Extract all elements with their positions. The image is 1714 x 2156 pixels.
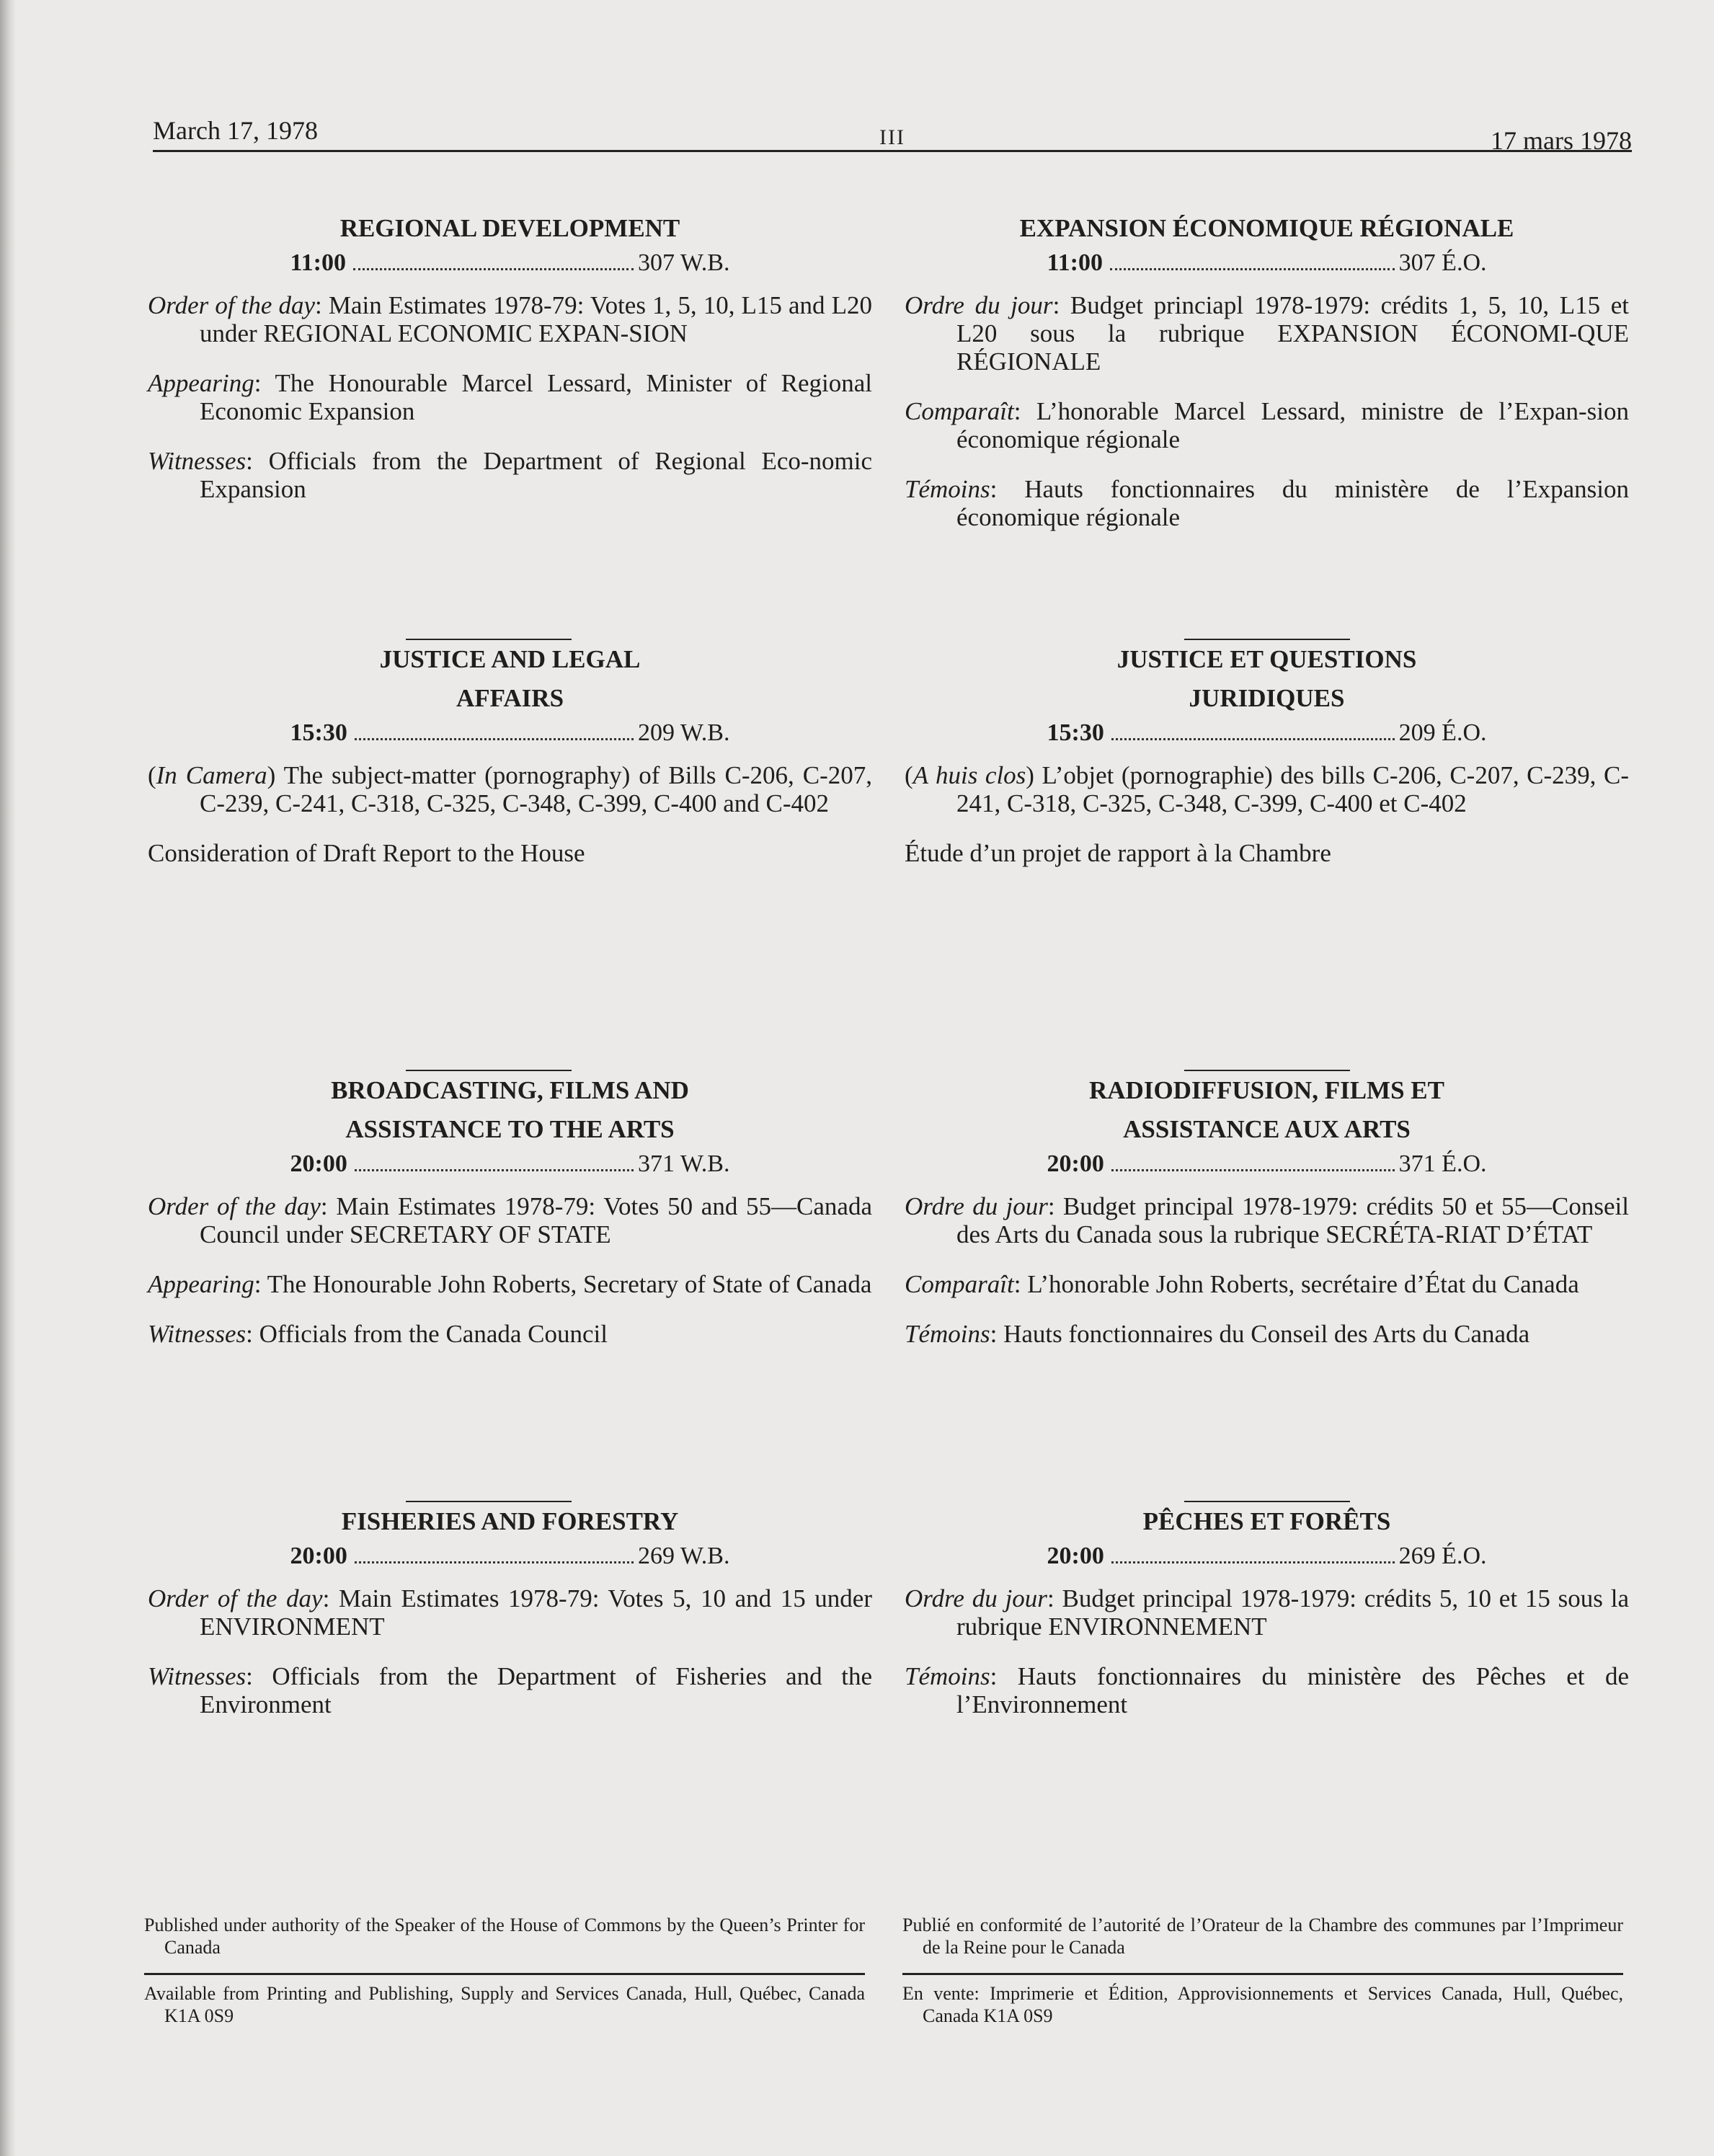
item-text: L’objet (pornographie) des bills C-206, C-207, C-239, C-241, C-318, C-325, C-348, C-399, C-400 et C-402: [956, 761, 1629, 817]
item-label: Appearing: [148, 1270, 254, 1298]
header-date-fr: 17 mars 1978: [1491, 126, 1632, 155]
meeting-time: 15:30: [290, 719, 347, 746]
item-separator: ): [267, 761, 284, 789]
meeting-time: 20:00: [290, 1150, 347, 1177]
agenda-item: [905, 1270, 1629, 1298]
agenda-item: [148, 1192, 872, 1248]
item-text: Main Estimates 1978-79: Votes 50 and 55—Canada Council under SECRETARY OF STATE: [200, 1192, 872, 1248]
agenda-item: [905, 1320, 1629, 1348]
meeting-room: 209 É.O.: [1398, 719, 1487, 746]
header-page-number: III: [879, 125, 905, 149]
item-label: A huis clos: [912, 761, 1026, 789]
footer-published-en: Published under authority of the Speaker of the House of Commons by the Queen’s Printer for Canada: [144, 1915, 865, 1958]
item-label: Comparaît: [905, 397, 1014, 425]
item-separator: :: [990, 1320, 1004, 1348]
dot-leader: [1111, 1169, 1395, 1171]
item-label: Comparaît: [905, 1270, 1014, 1298]
footer-french: [902, 1914, 1623, 2027]
item-text: The Honourable Marcel Lessard, Minister of Regional Economic Expansion: [200, 369, 872, 425]
agenda-item: [148, 1662, 872, 1718]
item-label: Order of the day: [148, 1192, 321, 1220]
footer-rule: [902, 1973, 1623, 1975]
footer-available-en: Available from Printing and Publishing, Supply and Services Canada, Hull, Québec, Canada K1A 0S9: [144, 1983, 865, 2026]
item-text: Hauts fonctionnaires du ministère de l’Expansion économique régionale: [956, 475, 1629, 531]
item-label: Témoins: [905, 1320, 990, 1348]
meeting-room: 307 W.B.: [637, 249, 730, 276]
item-text: Main Estimates 1978-79: Votes 1, 5, 10, L15 and L20 under REGIONAL ECONOMIC EXPAN-SION: [200, 291, 872, 347]
agenda-item: [905, 1662, 1629, 1718]
item-text: Budget principal 1978-1979: crédits 50 et 55—Conseil des Arts du Canada sous la rubrique SECRÉTA-RIAT D’ÉTAT: [956, 1192, 1629, 1248]
committee-title: PÊCHES ET FORÊTS: [1142, 1507, 1391, 1535]
dot-leader: [1111, 1561, 1395, 1563]
meeting-time: 11:00: [1047, 249, 1103, 276]
item-text: Hauts fonctionnaires du ministère des Pêches et de l’Environnement: [956, 1662, 1629, 1718]
item-label: Order of the day: [148, 1584, 323, 1612]
meeting-room: 209 W.B.: [637, 719, 730, 746]
agenda-item: [905, 397, 1629, 453]
item-separator: :: [990, 1662, 1018, 1690]
footer-published-fr: Publié en conformité de l’autorité de l’Orateur de la Chambre des communes par l’Imprimeur de la Reine pour le Canada: [902, 1915, 1623, 1958]
committee-title: RADIODIFFUSION, FILMS ET: [1089, 1076, 1444, 1104]
header-date-en: March 17, 1978: [153, 116, 318, 145]
committee-section: [905, 209, 1629, 640]
footer-available-fr: En vente: Imprimerie et Édition, Approvisionnements et Services Canada, Hull, Québec, Canada K1A 0S9: [902, 1983, 1623, 2026]
item-prefix: (: [905, 761, 913, 789]
item-label: Appearing: [148, 369, 254, 397]
meeting-time-room: [1047, 719, 1487, 747]
item-label: Témoins: [905, 1662, 990, 1690]
item-text: The Honourable John Roberts, Secretary of State of Canada: [267, 1270, 872, 1298]
item-text: Étude d’un projet de rapport à la Chambre: [905, 839, 1331, 867]
item-text: Main Estimates 1978-79: Votes 5, 10 and 15 under ENVIRONMENT: [200, 1584, 872, 1641]
meeting-time-room: [290, 1150, 730, 1178]
item-separator: :: [246, 1320, 259, 1348]
agenda-item: [148, 291, 872, 347]
committee-title: FISHERIES AND FORESTRY: [341, 1507, 679, 1535]
committee-section: [148, 1502, 872, 1933]
agenda-item: [905, 761, 1629, 817]
dot-leader: [355, 738, 634, 740]
item-separator: :: [254, 1270, 267, 1298]
committee-section: [148, 640, 872, 1071]
item-text: Consideration of Draft Report to the House: [148, 839, 585, 867]
meeting-room: 371 É.O.: [1398, 1150, 1487, 1177]
item-text: Officials from the Department of Regional Eco-nomic Expansion: [200, 447, 872, 503]
item-label: Order of the day: [148, 291, 316, 319]
item-separator: :: [1047, 1192, 1063, 1220]
meeting-room: 269 W.B.: [637, 1543, 730, 1569]
page-header: [153, 110, 1632, 161]
item-text: L’honorable John Roberts, secrétaire d’État du Canada: [1027, 1270, 1579, 1298]
committee-section: [148, 209, 872, 640]
item-separator: :: [990, 475, 1025, 503]
item-separator: :: [246, 447, 269, 475]
header-rule: [153, 150, 1632, 152]
agenda-item: [148, 369, 872, 425]
dot-leader: [355, 1169, 634, 1171]
meeting-time: 20:00: [290, 1543, 347, 1569]
committee-title: BROADCASTING, FILMS AND: [331, 1076, 689, 1104]
meeting-room: 269 É.O.: [1398, 1543, 1487, 1569]
meeting-time-room: [290, 1543, 730, 1570]
item-separator: :: [246, 1662, 272, 1690]
meeting-room: 307 É.O.: [1398, 249, 1487, 276]
item-text: Budget principal 1978-1979: crédits 5, 10 et 15 sous la rubrique ENVIRONNEMENT: [956, 1584, 1629, 1641]
item-separator: :: [1047, 1584, 1062, 1612]
item-label: Witnesses: [148, 447, 247, 475]
page-spine-shadow: [0, 0, 16, 2156]
agenda-item: [148, 1270, 872, 1298]
item-separator: :: [322, 1584, 339, 1612]
committee-title: JUSTICE ET QUESTIONS: [1116, 645, 1417, 673]
footer-rule: [144, 1973, 865, 1975]
item-label: Witnesses: [148, 1320, 247, 1348]
meeting-time: 15:30: [1047, 719, 1104, 746]
meeting-time-room: [290, 719, 730, 747]
item-text: The subject-matter (pornography) of Bills C-206, C-207, C-239, C-241, C-318, C-325, C-348, C-399, C-400 and C-402: [200, 761, 872, 817]
meeting-time-room: [1047, 1543, 1487, 1570]
item-label: Témoins: [905, 475, 990, 503]
agenda-item: [148, 761, 872, 817]
item-text: Officials from the Canada Council: [259, 1320, 608, 1348]
dot-leader: [1111, 738, 1395, 740]
committee-section: [905, 1071, 1629, 1502]
meeting-time-room: [290, 249, 730, 277]
agenda-item: [905, 475, 1629, 531]
item-separator: :: [315, 291, 329, 319]
dot-leader: [355, 1561, 634, 1563]
committee-section: [905, 640, 1629, 1071]
item-label: Witnesses: [148, 1662, 247, 1690]
item-text: Hauts fonctionnaires du Conseil des Arts du Canada: [1003, 1320, 1530, 1348]
agenda-item: [905, 1192, 1629, 1248]
item-prefix: (: [148, 761, 156, 789]
item-separator: :: [320, 1192, 337, 1220]
item-separator: ): [1026, 761, 1042, 789]
meeting-time: 11:00: [290, 249, 346, 276]
item-label: Ordre du jour: [905, 291, 1053, 319]
english-column: [148, 209, 872, 1933]
item-label: Ordre du jour: [905, 1192, 1048, 1220]
item-separator: :: [254, 369, 275, 397]
committee-title: JUSTICE AND LEGAL: [379, 645, 641, 673]
agenda-item: [148, 1320, 872, 1348]
item-separator: :: [1013, 397, 1036, 425]
agenda-item: [905, 839, 1629, 867]
committee-section: [905, 1502, 1629, 1933]
committee-title: REGIONAL DEVELOPMENT: [339, 214, 680, 242]
meeting-room: 371 W.B.: [637, 1150, 730, 1177]
meeting-time-room: [1047, 249, 1487, 277]
item-label: In Camera: [156, 761, 267, 789]
item-separator: :: [1013, 1270, 1028, 1298]
agenda-item: [148, 1584, 872, 1641]
dot-leader: [353, 268, 634, 270]
committee-title: EXPANSION ÉCONOMIQUE RÉGIONALE: [1019, 214, 1514, 242]
committee-title: ASSISTANCE AUX ARTS: [1123, 1115, 1411, 1143]
committee-title: AFFAIRS: [456, 684, 564, 712]
meeting-time-room: [1047, 1150, 1487, 1178]
meeting-time: 20:00: [1047, 1543, 1104, 1569]
committee-section: [148, 1071, 872, 1502]
agenda-item: [148, 839, 872, 867]
agenda-item: [148, 447, 872, 503]
dot-leader: [1110, 268, 1395, 270]
committee-title: JURIDIQUES: [1189, 684, 1345, 712]
meeting-time: 20:00: [1047, 1150, 1104, 1177]
item-label: Ordre du jour: [905, 1584, 1047, 1612]
agenda-item: [905, 291, 1629, 376]
footer-english: [144, 1914, 865, 2027]
item-text: L’honorable Marcel Lessard, ministre de l’Expan-sion économique régionale: [956, 397, 1629, 453]
agenda-item: [905, 1584, 1629, 1641]
item-text: Officials from the Department of Fisheries and the Environment: [200, 1662, 872, 1718]
french-column: [905, 209, 1629, 1933]
item-separator: :: [1052, 291, 1070, 319]
committee-title: ASSISTANCE TO THE ARTS: [345, 1115, 675, 1143]
item-text: Budget princiapl 1978-1979: crédits 1, 5, 10, L15 et L20 sous la rubrique EXPANSION ÉCONOMI-QUE RÉGIONALE: [956, 291, 1629, 376]
